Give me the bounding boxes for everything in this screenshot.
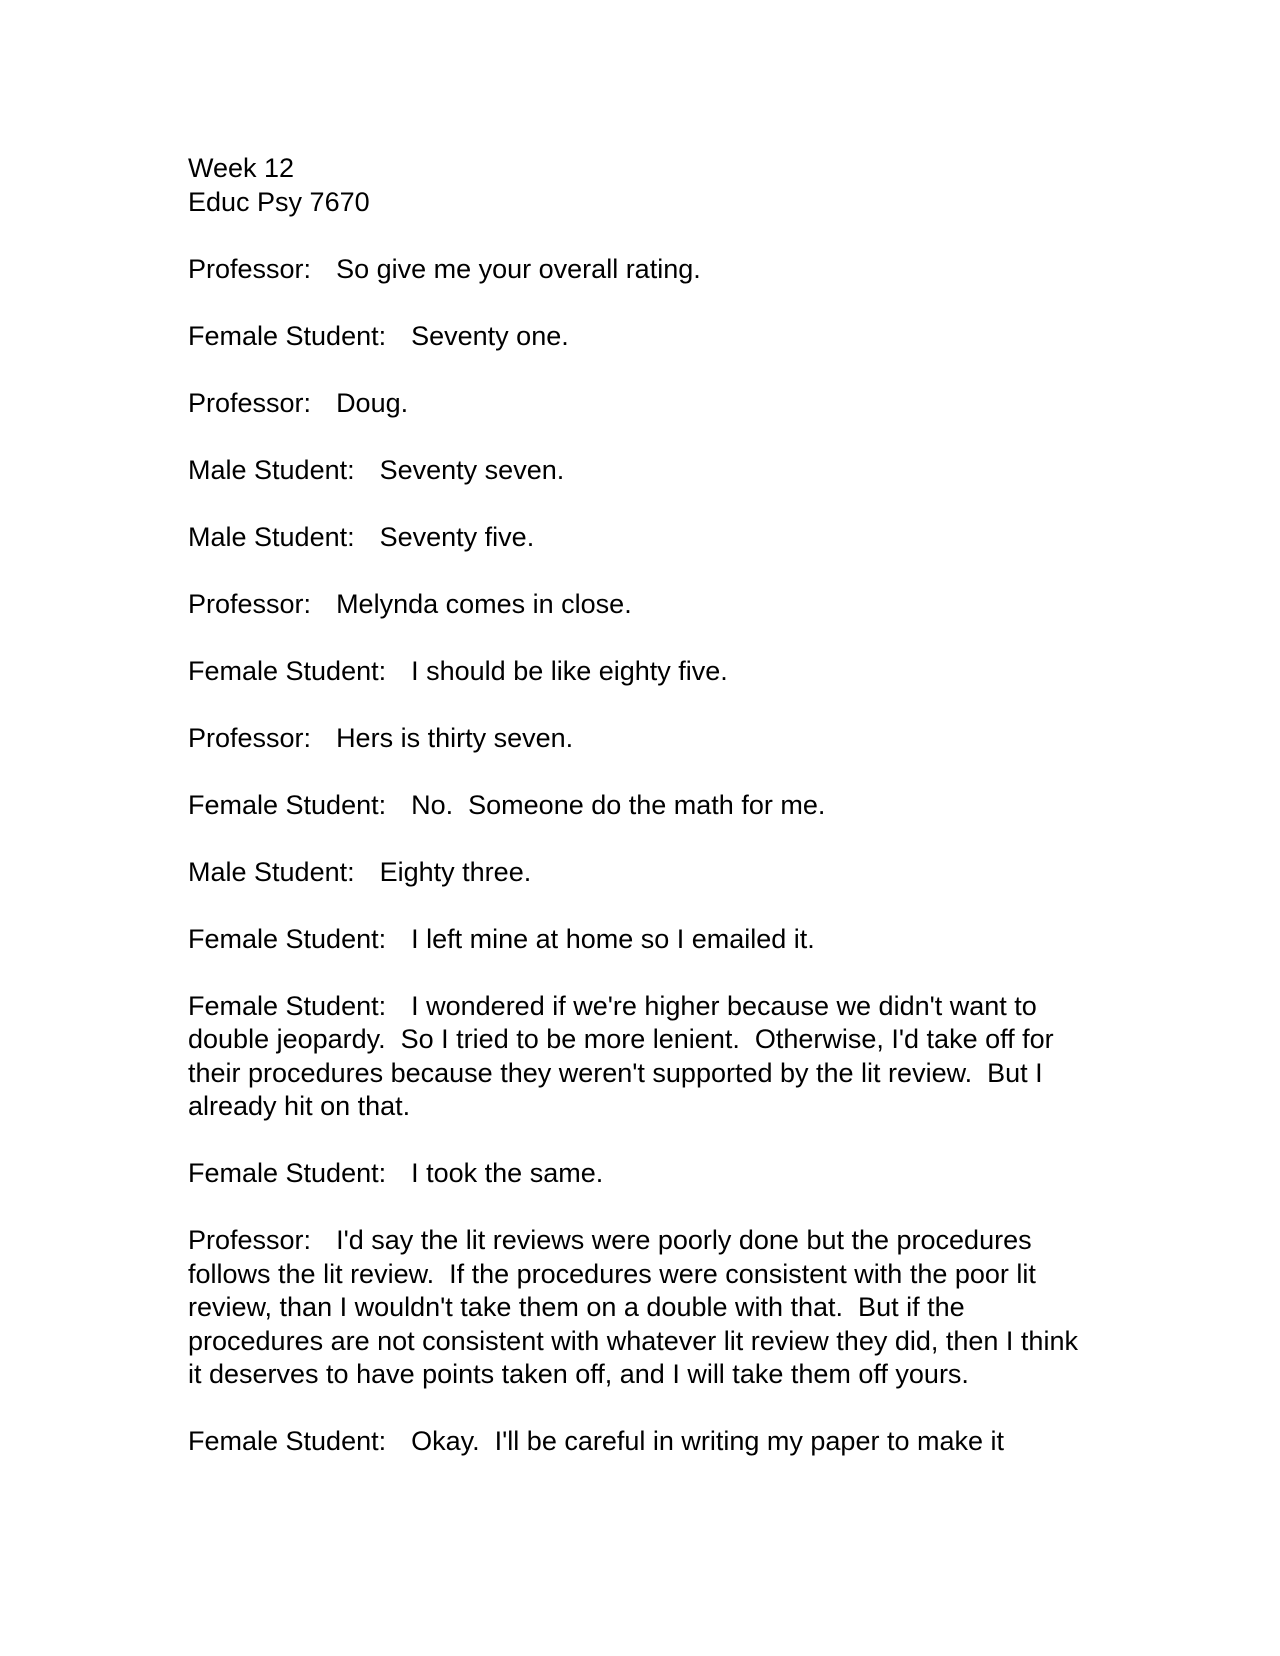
transcript-line bbox=[188, 320, 1088, 354]
speaker-label: Female Student : bbox=[188, 991, 386, 1021]
transcript-line bbox=[188, 1425, 1088, 1459]
utterance-text: Seventy seven. bbox=[379, 454, 565, 485]
speaker-label: Female Student : bbox=[188, 1158, 386, 1188]
transcript-body bbox=[188, 152, 1088, 1459]
transcript-line bbox=[188, 521, 1088, 555]
transcript-line bbox=[188, 387, 1088, 421]
speaker-label: Professor : bbox=[188, 589, 311, 619]
utterance-text: I should be like eighty five. bbox=[411, 655, 728, 686]
utterance-text: I left mine at home so I emailed it. bbox=[411, 923, 815, 954]
speaker-label: Female Student : bbox=[188, 321, 386, 351]
transcript-line bbox=[188, 253, 1088, 287]
transcript-line bbox=[188, 588, 1088, 622]
speaker-label: Professor : bbox=[188, 723, 311, 753]
course-label: Educ Psy 7670 bbox=[188, 186, 370, 217]
transcript-line bbox=[188, 655, 1088, 689]
utterance-text: Melynda comes in close. bbox=[336, 588, 632, 619]
speaker-label: Male Student : bbox=[188, 522, 355, 552]
utterance-text: Hers is thirty seven. bbox=[336, 722, 574, 753]
utterance-text: I'd say the lit reviews were poorly done but the procedures follows the lit review. If the procedures were consistent with the poor lit review, than I wouldn't take them on a double with that. But if the procedures are not consistent with whatever lit review they did, then I think it deserves to have points taken off, and I will take them off yours. bbox=[188, 1225, 1086, 1389]
transcript-line bbox=[188, 1157, 1088, 1191]
transcript-line bbox=[188, 1224, 1088, 1392]
utterance-text: No. Someone do the math for me. bbox=[411, 789, 826, 820]
speaker-label: Female Student : bbox=[188, 656, 386, 686]
transcript-line bbox=[188, 990, 1088, 1124]
utterance-text: I wondered if we're higher because we didn't want to double jeopardy. So I tried to be more lenient. Otherwise, I'd take off for their procedures because they weren't supported by the lit review. But I already hit on that. bbox=[188, 990, 1062, 1121]
utterance-text: I took the same. bbox=[411, 1158, 604, 1188]
utterance-text: Seventy one. bbox=[411, 320, 569, 351]
transcript-line bbox=[188, 923, 1088, 957]
speaker-label: Professor : bbox=[188, 254, 311, 284]
speaker-label: Male Student : bbox=[188, 857, 355, 887]
speaker-label: Male Student : bbox=[188, 455, 355, 485]
speaker-label: Professor : bbox=[188, 1225, 311, 1255]
utterance-text: Doug. bbox=[336, 387, 409, 418]
speaker-label: Female Student : bbox=[188, 1426, 386, 1456]
transcript-line bbox=[188, 722, 1088, 756]
utterance-text: So give me your overall rating. bbox=[336, 253, 701, 284]
utterance-text: Okay. I'll be careful in writing my paper to make it bbox=[411, 1426, 1005, 1456]
transcript-line bbox=[188, 454, 1088, 488]
speaker-label: Professor : bbox=[188, 388, 311, 418]
transcript-line bbox=[188, 789, 1088, 823]
transcript-line bbox=[188, 856, 1088, 890]
speaker-label: Female Student : bbox=[188, 924, 386, 954]
week-label: Week 12 bbox=[188, 153, 295, 183]
utterance-text: Seventy five. bbox=[379, 521, 535, 552]
speaker-label: Female Student : bbox=[188, 790, 386, 820]
utterance-text: Eighty three. bbox=[379, 856, 532, 887]
